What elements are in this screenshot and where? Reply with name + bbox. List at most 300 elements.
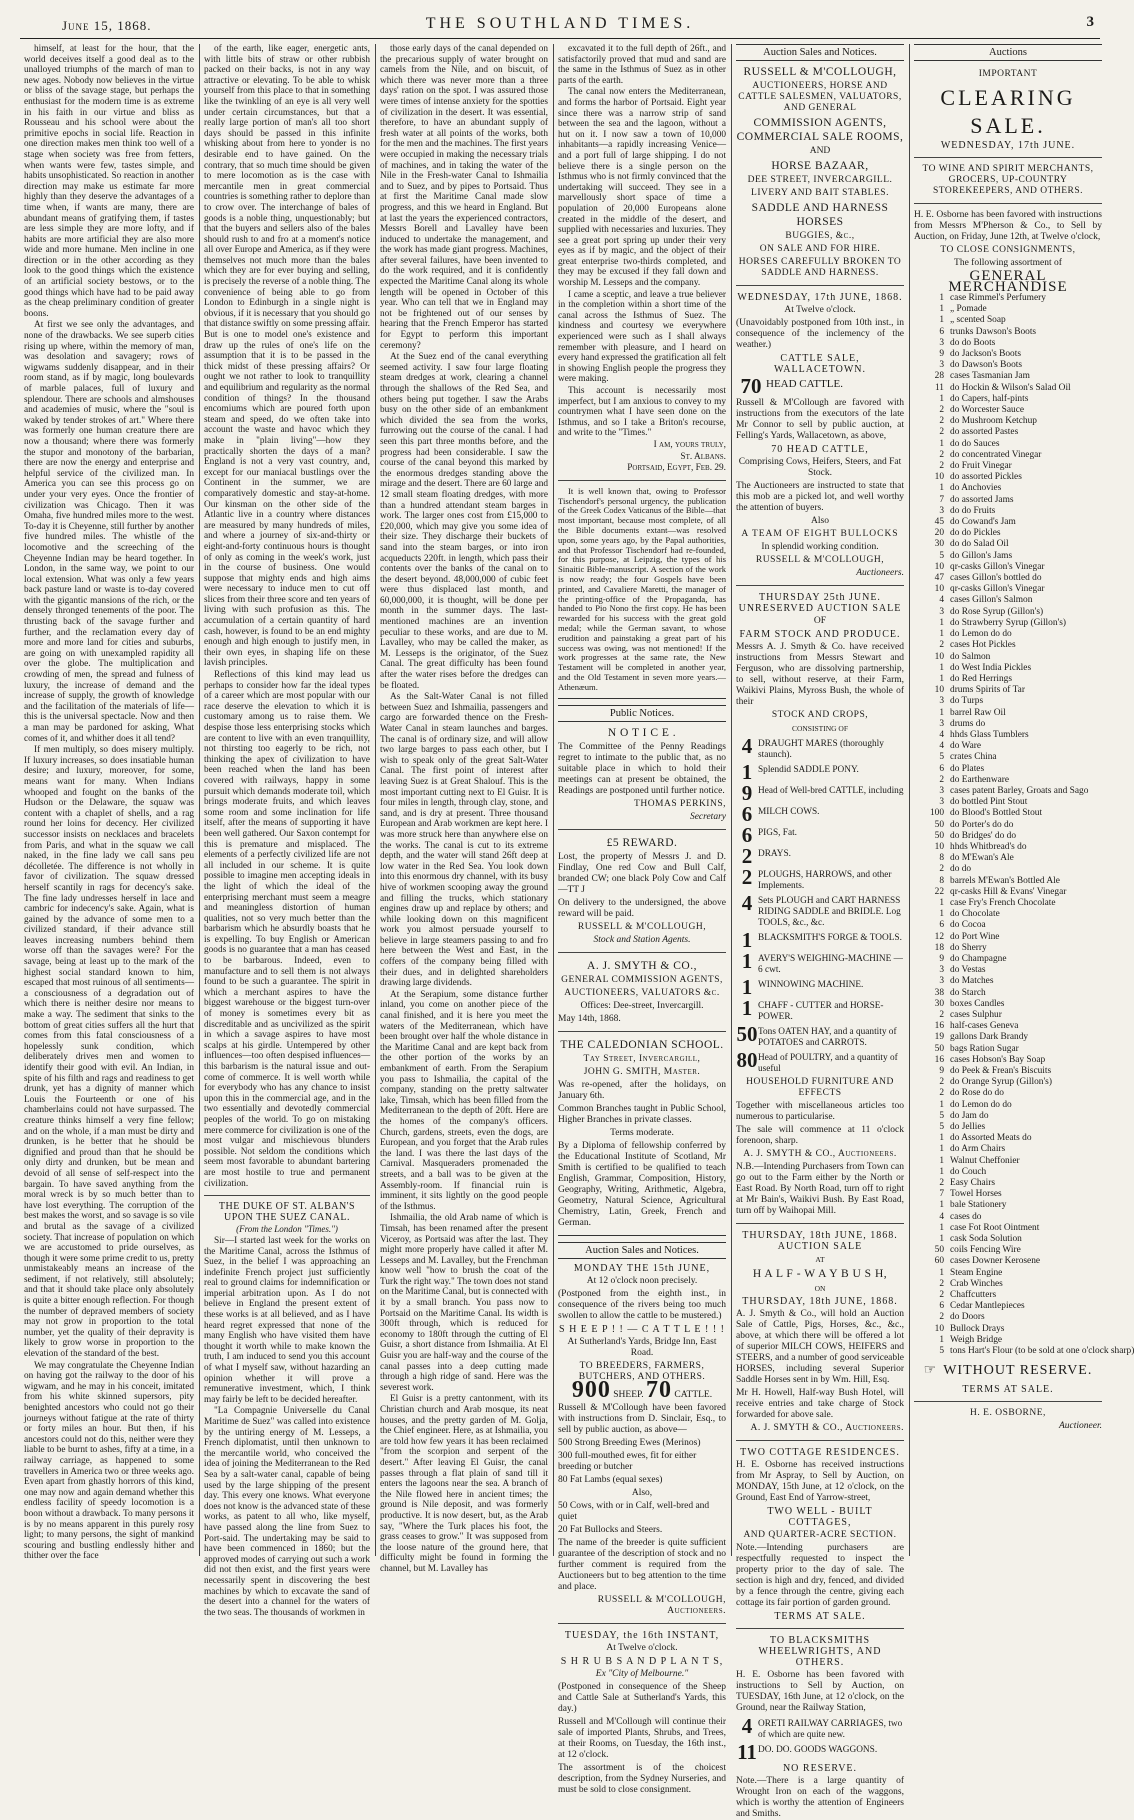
goods-description: bags Ration Sugar [950, 1043, 1019, 1054]
goods-item [914, 652, 1102, 663]
divider [736, 1440, 904, 1441]
goods-description: barrel Raw Oil [950, 707, 1006, 718]
goods-quantity: 3 [939, 337, 944, 348]
goods-description: gallons Dark Brandy [950, 1032, 1029, 1043]
sale-terms: NO RESERVE. [782, 1763, 858, 1774]
goods-quantity: 3 [939, 696, 944, 707]
sale-time: At 12 o'clock noon precisely. [586, 1276, 698, 1287]
goods-description: do bottled Pint Stout [950, 797, 1028, 808]
sale-title: H A L F - W A Y B U S H, [752, 1268, 888, 1280]
goods-quantity: 11 [934, 382, 944, 393]
goods-item [914, 1268, 1102, 1279]
firm-name: RUSSELL & M'COLLOUGH, [743, 66, 897, 78]
goods-description: case Rimmel's Perfumery [950, 293, 1046, 303]
goods-quantity: 50 [934, 830, 944, 841]
goods-item [914, 461, 1102, 472]
sale-note: Note.—There is a large quantity of Wrought Iron on each of the waggons, which is worthy the attention of Engineers and Smiths. [736, 1776, 904, 1819]
article-paragraph: "La Compagnie Universelle du Canal Maritime de Suez" was called into existence by the untiring energy of M. Lesseps, a French diplomatist, until then unknown to the mercantile world, who conceived the idea of joining the Mediterranean to the Red Sea by a salt-water canal, capable of being used by the large shipping of the present day. This every one knows. What everyone does not know is the advanced state of these works, as patent to all who, like myself, have passed along the line from Suez to Port-said. The undertaking may be said to have been commenced in 1860; but the approved modes of carrying out such a work did not then exist, and the first years were necessarily spent in discovering the best machines by which to excavate the sand of the desert into a channel for the waters of the two seas. The thousands of workmen in [204, 1406, 371, 1618]
goods-description: do West India Pickles [950, 662, 1032, 673]
item-number: 6 [741, 802, 753, 826]
goods-item [914, 1111, 1102, 1122]
goods-description: do Strawberry Syrup (Gillon's) [950, 617, 1066, 628]
goods-description: do Cowand's Jam [950, 517, 1016, 528]
goods-description: drums do [950, 718, 986, 729]
school-text: Terms moderate. [610, 1128, 674, 1139]
goods-description: do Hockin & Wilson's Salad Oil [950, 382, 1071, 393]
goods-item [914, 528, 1102, 539]
item-number: 80 [736, 1048, 758, 1072]
divider [558, 1031, 726, 1032]
goods-description: do Capers, half-pints [950, 393, 1029, 404]
goods-description: do Ware [950, 741, 982, 752]
article-paragraph: Reflections of this kind may lead us perhaps to consider how far the ideal types of a career which are most popular with our race deserve the elevation to which it is customary among us to raise them. We despise those less enterprising stocks which are content to live with an even tranquillity, not thirsting too eagerly to be rich, not thinking the apex of civilization to have been reached when the land has been covered with railways, happy in some pursuit which demands moderate toil, which brings moderate fruits, and which leaves some room and some inclination for life itself, after the means of supporting it have been well gathered. Our Saxon contempt for this is premature and misplaced. The elements of a perfectly civilized life are not all included in our scheme. It is quite possible to imagine men accepting ideals in the light of which the ideal of the enterprising merchant must seem a meagre and meaningless distortion of human qualities, not so very much better than the barbarism which he absurdly boasts that he is expelling. To buy English or American goods is no guarantee that a man has ceased to be barbarous. Indeed, even to manufacture and to sell them is not always found to be such a guarantee. The spirit in which a merchant aspires to have the biggest warehouse or the biggest turn-over of money is sometimes every bit as discreditable and as uncivilized as the spirit in which a savage aspires to have most scalps at his girdle. Untempered by other influences—too often despised influences—this barbarism is the natural issue and out-come of commerce. It is well worth while for everybody who has any chance to insist upon this in the commercial age, and in the two essentially and devotedly commercial peoples of the world. To go on mistaking mere commerce for civilization is one of the most vulgar and mischievous blunders possible. Not seldom the conditions which seem most favorable to abundant bartering are most hostile to true and permanent civilization. [204, 670, 370, 1189]
goods-description: do Peek & Frean's Biscuits [950, 1066, 1052, 1077]
goods-quantity: 6 [939, 920, 944, 931]
goods-quantity: 1 [939, 315, 944, 326]
goods-item [914, 943, 1102, 954]
sale-text: Also [811, 516, 829, 526]
sale-title: UNRESERVED AUCTION SALE [738, 603, 902, 614]
sale-item [736, 951, 904, 976]
goods-description: do do Boots [950, 337, 996, 348]
goods-item [914, 831, 1102, 842]
goods-description: do Chocolate [950, 909, 1000, 920]
item-text: AVERY'S WEIGHING-MACHINE —6 cwt. [758, 954, 903, 975]
goods-quantity: 4 [939, 1211, 944, 1222]
goods-item [914, 685, 1102, 696]
goods-quantity: 45 [934, 517, 944, 528]
goods-item [914, 472, 1102, 483]
goods-item [914, 629, 1102, 640]
goods-description: do Sherry [950, 942, 987, 953]
goods-item [914, 1346, 1134, 1357]
ad-title: CLEARING SALE. [940, 85, 1076, 138]
goods-item [914, 898, 1102, 909]
goods-item [914, 1167, 1102, 1178]
divider [558, 1235, 726, 1236]
article-paragraph: Sir—I started last week for the works on the Maritime Canal, across the Isthmus of Suez, in the belief I was approaching an indefinite French project just sufficiently real to ground claims for indemnification or imperial arbitration upon. As I do not believe in England the present extent of these works is at all believed, and as I have heard regret expressed that none of the many English who have visited them have thought it worth while to make known the truth, I am induced to send you this account of what I myself saw, without hazarding an opinion whether it will prove a remunerative investment, which, I think may fairly be left to be decided hereafter. [204, 1235, 370, 1405]
goods-description: do do Sauces [950, 438, 1000, 449]
notice-text: The Committee of the Penny Readings regret to intimate to the public that, as no suitable place in which to hold their meetings can at present be obtained, the Readings are postponed until further notice. [558, 742, 726, 797]
goods-item [914, 416, 1102, 427]
goods-description: Weigh Bridge [950, 1334, 1003, 1345]
goods-item [914, 999, 1102, 1010]
goods-item [914, 1212, 1102, 1223]
sale-signature-title: Auctioneers. [856, 568, 904, 578]
goods-description: do Earthenware [950, 774, 1010, 785]
goods-description: trunks Dawson's Boots [950, 326, 1037, 337]
goods-item [914, 876, 1102, 887]
sale-item: 500 Strong Breeding Ewes (Merinos) [558, 1438, 701, 1449]
school-text: By a Diploma of fellowship conferred by the Educational Institute of Scotland, Mr Smith is certified to be qualified to teach English, Grammar, Composition, History, Geography, Writing, Arithmetic, Algebra, Geometry, Natural Science, Agricultural Chemistry, Latin, Greek, French and German. [558, 1141, 726, 1229]
sale-signature: RUSSELL & M'COLLOUGH, [755, 555, 885, 565]
goods-quantity: 10 [934, 651, 944, 662]
goods-quantity: 2 [939, 640, 944, 651]
goods-quantity: 4 [939, 595, 944, 606]
goods-quantity: 10 [934, 841, 944, 852]
goods-description: do Rose Syrup (Gillon's) [950, 606, 1044, 617]
notice-signature-title: Secretary [689, 812, 726, 823]
goods-description: cases Tasmanian Jam [950, 371, 1030, 382]
goods-quantity: 1 [939, 438, 944, 449]
sale-text: STOCK AND CROPS, [771, 710, 869, 720]
goods-quantity: 7 [939, 494, 944, 505]
goods-quantity: 9 [939, 1066, 944, 1077]
goods-quantity: 19 [934, 1032, 944, 1043]
goods-quantity: 1 [939, 293, 944, 303]
goods-item [914, 696, 1102, 707]
item-text: PLOUGHS, HARROWS, and other Implements. [758, 870, 892, 891]
firm-line: COMMERCIAL SALE ROOMS, [736, 131, 904, 143]
goods-item [914, 551, 1102, 562]
goods-item [914, 573, 1102, 584]
article-paragraph: This account is necessarily most imperfect, but I am anxious to convey to my countrymen what I have seen done on the Isthmus, and so I take a Briton's recourse, and write to the "Times." [558, 386, 726, 439]
goods-item [914, 1279, 1102, 1290]
goods-description: do Turps [950, 696, 984, 707]
sale-ship: Ex "City of Melbourne." [595, 1669, 689, 1680]
goods-quantity: 47 [934, 573, 944, 584]
goods-item [914, 988, 1102, 999]
goods-item [914, 1044, 1102, 1055]
ad-signature-title: Auctioneer. [1058, 1421, 1102, 1432]
sale-item: 300 full-mouthed ewes, fit for either breeding or butcher [558, 1451, 697, 1473]
goods-item [914, 1021, 1102, 1032]
goods-description: bale Stationery [950, 1200, 1007, 1211]
goods-item [914, 909, 1102, 920]
ad-signature: H. E. OSBORNE, [970, 1408, 1046, 1419]
goods-item [914, 1223, 1102, 1234]
sale-date: THURSDAY 25th JUNE. [759, 592, 881, 603]
sale-item [736, 893, 904, 929]
sale-text: HOUSEHOLD FURNITURE AND EFFECTS [746, 1077, 894, 1098]
sale-audience: TO BREEDERS, FARMERS, BUTCHERS, AND OTHERS. [578, 1361, 706, 1383]
goods-quantity: 6 [939, 326, 944, 337]
goods-item [914, 1133, 1102, 1144]
goods-description: qr-casks Hill & Evans' Vinegar [950, 886, 1067, 897]
goods-description: cases do [950, 1211, 982, 1222]
ad-text: TO CLOSE CONSIGNMENTS, [940, 245, 1076, 255]
sale-text: AND QUARTER-ACRE SECTION. [743, 1530, 897, 1540]
goods-description: coils Fencing Wire [950, 1245, 1021, 1256]
article-paragraph: It is well known that, owing to Professor Tischendorf's personal urgency, the publication of the Greek Codex Vaticanus of the Bible—that most important, because most complete, of all the Bible documents extant—was resolved upon, some years ago, by the Papal authorities, and that Professor Tischendorf had re-founded, for this purpose, at Leipzig, the types of his Sinaitic Bible-manuscript. A section of the work is now ready; the four Gospels have been printed, and Cavaliere Maretti, the manager of the printing-office of the Propaganda, has handed to Pio Nono the first copy. He has been rewarded for his success with the great gold medal; while the German savant, to whose erudition and painstaking a great part of his success was owing, was not mentioned! If the work progresses at the same rate, the New Testament will be completed in another year, and the Old Testament in seven more years.—Athenæum. [558, 485, 726, 692]
goods-quantity: 2 [939, 1312, 944, 1323]
goods-quantity: 2 [939, 1290, 944, 1301]
goods-quantity: 20 [934, 528, 944, 539]
goods-item [914, 1245, 1102, 1256]
goods-quantity: 2 [939, 1088, 944, 1099]
goods-description: half-cases Geneva [950, 1021, 1019, 1032]
goods-quantity: 3 [939, 606, 944, 617]
divider [558, 829, 726, 830]
divider [736, 1223, 904, 1224]
goods-description: „ scented Soap [950, 315, 1006, 326]
goods-item [914, 584, 1102, 595]
goods-description: do assorted Jams [950, 494, 1014, 505]
goods-description: do Mushroom Ketchup [950, 416, 1037, 427]
goods-item [914, 562, 1102, 573]
sale-item [736, 867, 904, 892]
goods-quantity: 3 [939, 965, 944, 976]
goods-description: do Jam do [950, 1110, 989, 1121]
sale-text: A. J. Smyth & Co., will hold an Auction Sale of Cattle, Pigs, Horses, &c., &c., above, at which there will be offered a lot of superior MILCH COWS, HEIFERS and STEERS, and a number of good serviceable HORSES, including several Superior Saddle Horses sent in by Wm. Hill, Esq. [736, 1309, 904, 1385]
sale-title: CATTLE SALE, WALLACETOWN. [773, 353, 867, 375]
goods-description: do Jackson's Boots [950, 349, 1021, 360]
goods-quantity: 1 [939, 1166, 944, 1177]
article-paragraph: At first we see only the advantages, and none of the drawbacks. We see superb cities rising up where, within the memory of man, was desolation and savagery; rows of wigwams suddenly disappear, and in their room stand, as if by magic, long boulevards of marble palaces, full of luxury and splendour. There are schools and almshouses and academies of music, where the "soul is waked by tender strokes of art." Where there was formerly one human creature there are now a thousand; where there was formerly the stupor and monotony of the barbarian, there are now the energy and enterprise and helpful service of the civilized man. In America you can see this process go on under your very eyes. Once the frontier of civilization was Chicago. Then it was Omaha, five hundred miles more to the west. To-day it is Cheyenne, still further by another five hundred miles. The whistle of the locomotive and the screeching of the Cheyenne Indian may be heard together. In London, in the same way, we point to our local extension. What was only a few years back pasture land or waste is to-day covered with the gigantic mansions of the rich, or the densely thronged tenements of the poor. The thrusting back of the savage further and further, and the reclamation every day of more and more land for cities and suburbs, are going on with unexampled rapidity all over the globe. The multiplication and crowding of men, the spread and fulness of luxury, the increase of demand and the increase of supply, the growth of knowledge and the facilitation of the materials of life—this is the universal spectacle. Now and then a man may be pardoned for asking, What comes of it, and whither does it all tend? [24, 320, 194, 744]
sale-text: ON [814, 1284, 826, 1293]
goods-quantity: 1 [939, 617, 944, 628]
goods-quantity: 1 [939, 629, 944, 640]
goods-quantity: 50 [934, 819, 944, 830]
ad-subtitle: GENERAL MERCHANDISE [948, 268, 1068, 295]
goods-item [914, 797, 1102, 808]
goods-item [914, 965, 1102, 976]
article-paragraph: I came a sceptic, and leave a true believer in the completion within a short time of the canal across the Isthmus of Suez. The kindness and courtesy we everywhere experienced were such as I shall always remember with pleasure, and I heard on every hand expressed the gratification all felt in showing English people the progress they were making. [558, 289, 726, 385]
sale-title: FARM STOCK AND PRODUCE. [739, 629, 901, 640]
goods-item [914, 976, 1102, 987]
goods-item [914, 1189, 1102, 1200]
divider [914, 1401, 1102, 1402]
cattle-label: CATTLE. [674, 1390, 713, 1401]
sale-item [736, 846, 904, 866]
pointing-hand-icon: ☞ [923, 1363, 938, 1379]
sale-title: AUCTION SALE [777, 1241, 863, 1252]
goods-item [914, 752, 1102, 763]
goods-item [914, 349, 1102, 360]
sale-text: Russell & M'Collough have been favored with instructions from D. Sinclair, Esq., to sell by public auction, as above— [558, 1403, 726, 1436]
goods-description: do Red Herrings [950, 673, 1012, 684]
goods-item [914, 1088, 1102, 1099]
goods-quantity: 1 [939, 673, 944, 684]
goods-quantity: 1 [939, 1099, 944, 1110]
issue-date: June 15, 1868. [62, 18, 152, 33]
goods-item [914, 595, 1102, 606]
sale-note: (Postponed in consequence of the Sheep and Cattle Sale at Sutherland's Yards, this day.) [558, 1682, 726, 1715]
goods-description: do do [950, 864, 972, 875]
item-text: MILCH COWS. [758, 807, 820, 817]
school-text: Was re-opened, after the holidays, on January 6th. [558, 1080, 726, 1102]
goods-quantity: 2 [939, 1077, 944, 1088]
sale-title: TWO WELL - BUILT COTTAGES, [767, 1506, 873, 1528]
sale-title: 70 HEAD CATTLE, [771, 444, 869, 455]
goods-item [914, 887, 1102, 898]
sale-title: S H E E P ! ! — C A T T L E ! ! ! [559, 1324, 725, 1336]
goods-item [914, 708, 1102, 719]
sale-item [736, 1024, 904, 1049]
sale-date: WEDNESDAY, 17th JUNE. [940, 140, 1076, 151]
goods-description: hhds Glass Tumblers [950, 729, 1029, 740]
goods-item [914, 1122, 1102, 1133]
goods-item [914, 1156, 1102, 1167]
goods-description: do Starch [950, 987, 986, 998]
firm-address: DEE STREET, INVERCARGILL. [747, 175, 893, 185]
goods-item [914, 1010, 1102, 1021]
goods-item [914, 719, 1102, 730]
newspaper-title: THE SOUTHLAND TIMES. [425, 15, 695, 32]
goods-description: Easy Chairs [950, 1178, 996, 1189]
article-paragraph: As the Salt-Water Canal is not filled between Suez and Ishmailia, passengers and cargo are forwarded thence on the Fresh-Water Canal in steam launches and barges. The canal is of ordinary size, and will allow two large barges to pass each other, but I wish to speak only of the great Salt-Water Canal. The first point of interest after leaving Suez is at Great Shalouf. This is the most important cutting next to El Guisr. It is four miles in length, through clay, stone, and sand, and is dry at present. Three thousand European and Arab workmen are kept here. I was more struck here than anywhere else on the works. The canal is cut to its extreme depth, and the water will stand 26ft deep at low water in the Red Sea. You look down into this enormous dry channel, with its busy hive of workmen scooping away the ground and filling the trucks, which stationary engines draw up and replace by others; and while looking down on this magnificent work you almost persuade yourself to believe in large steamers passing to and fro here between the West and East, in the coffers of the company being filled with their dues, and in delighted shareholders drawing large dividends. [380, 692, 548, 989]
item-text: ORETI RAILWAY CARRIAGES, two of which are quite new. [758, 1719, 903, 1740]
article-heading: THE DUKE OF ST. ALBAN'S UPON THE SUEZ CANAL. [218, 1201, 356, 1223]
goods-quantity: 1 [939, 897, 944, 908]
goods-item [914, 383, 1102, 394]
goods-description: cases Gillon's Salmon [950, 595, 1033, 606]
smyth-name: A. J. SMYTH & CO., [587, 960, 697, 973]
firm-line: SADDLE AND HARNESS HORSES [751, 202, 889, 228]
goods-description: do Arm Chairs [950, 1144, 1006, 1155]
item-text: DRAUGHT MARES (thoroughly staunch). [758, 739, 884, 760]
goods-item [914, 954, 1102, 965]
goods-item [914, 640, 1102, 651]
goods-quantity: 1 [939, 707, 944, 718]
sale-text: Comprising Cows, Heifers, Steers, and Fat Stock. [738, 457, 902, 478]
goods-quantity: 10 [934, 1323, 944, 1334]
sale-note: N.B.—Intending Purchasers from Town can go out to the Farm either by the North or East Road. By North Road, turn off to right at Mr Bain's, Waikivi Bush. By East Road, turn off by Waihopai Mill. [736, 1162, 904, 1216]
divider [736, 585, 904, 586]
goods-description: Cedar Mantlepieces [950, 1301, 1025, 1312]
article-paragraph: himself, at least for the hour, that the world deceives itself a good deal as to the unalloyed triumphs of the march of man to new ages. Nobody now believes in the virtue or bliss of the savage stage, but perhaps the enthusiast for the modern time is as extreme in his faith in our virtue and bliss as Rousseau and his school were about the primitive epochs in social life. Reaction in one direction makes men think too well of a stage when society was free from fetters, when wants were few, tastes simple, and habits unsophisticated. So reaction in another direction may make us estimate far more highly than they deserve the advantages of a time when, if wants are many, there are abundant means of gratifying them, if tastes are less simple they are more lofty, and if habits are more artificial they are also more wide and more humane. Men incline in one direction or in the other according as they look to the good things which the existence of an artificial society bestows, or to the good things which have had to be paid away as the cheap preliminary condition of greater boons. [24, 44, 194, 319]
item-number: 9 [741, 781, 753, 805]
goods-description: do Worcester Sauce [950, 405, 1025, 416]
sale-text: The name of the breeder is quite sufficient guarantee of the description of stock and no further comment is required from the Auctioneers but to beg attention to the time and place. [558, 1538, 726, 1593]
goods-description: do Plates [950, 763, 985, 774]
goods-item [914, 1234, 1102, 1245]
school-text: Common Branches taught in Public School, Higher Branches in private classes. [558, 1104, 726, 1126]
goods-description: do Vestas [950, 965, 986, 976]
goods-item [914, 315, 1102, 326]
column-5 [736, 44, 904, 1819]
goods-quantity: 9 [939, 349, 944, 360]
goods-quantity: 10 [934, 472, 944, 483]
goods-item [914, 1144, 1102, 1155]
column-rule [375, 44, 376, 1556]
item-number: 11 [737, 1740, 757, 1764]
item-text: DRAYS. [758, 849, 791, 859]
goods-quantity: 100 [929, 808, 944, 819]
article-paragraph: If men multiply, so does misery multiply. If luxury increases, so does insatiable human desire; and luxury, moreover, for some, means want for many. When Indians whooped and fought on the banks of the Hudson or the Delaware, the squaw was content with a chaplet of shells, and a rag round her loins for decency. Her civilized successor insists on necklaces and bracelets from Paris, and what in the squaw we call naked, in the fine lady we call sans peu décolletée. The difference is not wholly in favor of civilization. The squaw dressed herself scantily in rags for decency's sake. The fine lady undresses herself in lace and cambric for indecency's sake. Again, what is gained by the advance of some men to a civilized standard, if their advance still leaves increasing numbers behind them worse off than the savages were? For the savage, being at least up to the mark of the highest social standard known to him, escaped that most ruinous of all sentiments—a consciousness of a degradation out of which there is neither desire nor means to make a way. The sediment that sinks to the bottom of great cities suffers all the hurt that comes from this fatal consciousness of a hopelessly sunk condition, which deliberately drives men and women to identify their good with evil. An Indian, in spite of his filth and rags and readiness to get drunk, yet has a dignity of manner which Louis the Fourteenth or one of his chamberlains could not have surpassed. The creature thinks himself a very fine fellow; and on the whole, if a man must be dirty and drunken, is he better that he should be dignified and proud than that he should be only dirty and drunken, but be mean and devoid of all sense of self-respect into the bargain. To have saved anything from the moral wreck is by so much better than to have lost everything. The corruption of the best makes the worst, and so savage is so vile and brutal as the savage of a civilized society. That increase of population on which we are accustomed to pride ourselves, as though it were some prime credit to us, pretty unmistakeably means an increase of the sediment, if not relatively, still absolutely; and that it should take place only absolutely is quite a bitter enough reflection. For though the number of depraved members of society may not grow in proportion to the total number, yet the quality of their depravity is likely to grow worse in proportion to the elevation of the standard of the best. [24, 745, 194, 1360]
goods-item [914, 741, 1102, 752]
article-paragraph: those early days of the canal depended on the precarious supply of water brought on camels from the Nile, and on biscuit, of which there was never more than a three days' ration on the spot. I was assured those were times of intense anxiety for the spotties of civilization in the desert. It was essential, therefore, to have an abundant supply of fresh water at all points of the works, both for the men and the machines. The first years were occupied in making the necessary trials of machines, and in taking the water of the Nile in the Fresh-water Canal to Ishmailia and to Suez, and by pipes to Portsaid. Thus at first the Maritime Canal made slow progress, and this we heard in England. But at last the years the experienced contractors, Messrs Borell and Lavalley have been induced to undertake the management, and the work has made giant progress. Machines, after several failures, have been invented to do the work required, and it is confidently expected the Maritime Canal along its whole length will be opened in October of this year. Who can tell that we in England may not be frightened out of our senses by hearing that the French Emperor has started for Egypt to perform this important ceremony? [380, 44, 548, 351]
goods-quantity: 2 [939, 416, 944, 427]
section-heading: Auction Sales and Notices. [736, 44, 904, 61]
sale-text: Together with miscellaneous articles too numerous to particularise. [736, 1101, 904, 1122]
goods-quantity: 2 [939, 461, 944, 472]
goods-item [914, 786, 1102, 797]
article-paragraph: At the Suez end of the canal everything seemed activity. I saw four large floating steam dredges at work, clearing a channel through the shallows of the Red Sea, and others being put together. I saw the Arabs busy on the other side of an embankment which divided the sea from the works, furrowing out the course of the canal. I had seen this part three months before, and the progress had been considerable. I saw the course of the canal beyond this marked by the enormous dredges standing above the mirage and the desert. There are 60 large and 12 small steam floating dredges, with more than a hundred attendant steam barges in work. The larger ones cost from £15,000 to £20,000, which may give you some idea of their size. They discharge their buckets of sand into the steam barges, or into iron acqueducts 220ft. in length, which pass their contents over the banks of the canal on to the desert beyond. 48,000,000 of cubic feet were thus displaced last month, and 60,000,000, it is thought, will be done per month in the summer days. The last-mentioned machines are an invention peculiar to these works, and are due to M. Lavalley, who may be called the maker, as M. Lesseps is the originator, of the Suez Canal. The great difficulty has been found after the water rises before the dredges can be floated. [380, 352, 548, 691]
goods-item [914, 1032, 1102, 1043]
item-text: PIGS, Fat. [758, 828, 798, 838]
goods-quantity: 28 [934, 371, 944, 382]
item-text: Tons OATEN HAY, and a quantity of POTATOES and CARROTS. [758, 1027, 897, 1048]
goods-description: crates China [950, 752, 997, 763]
without-reserve-label: WITHOUT RESERVE. [943, 1363, 1093, 1379]
item-number: 70 [740, 374, 762, 398]
goods-description: do Bridges' do do [950, 830, 1017, 841]
goods-list [914, 293, 1134, 1357]
firm-line: AND [809, 146, 831, 156]
sale-item [736, 1742, 904, 1762]
ad-text: H. E. Osborne has been favored with instructions from Messrs M'Pherson & Co., to Sell by Auction, on Friday, June 12th, at Twelve o'clock, [914, 210, 1102, 242]
sale-date: TUESDAY, the 16th INSTANT, [564, 1630, 720, 1642]
divider [736, 1628, 904, 1629]
sale-date: THURSDAY, 18th JUNE, 1868. [742, 1296, 898, 1307]
article-paragraph: At the Serapium, some distance further inland, you come on another piece of the canal finished, and it is here you meet the waters of the Mediterranean, which have been brought over half the whole distance in the Maritime Canal and are kept back from the other portion of the works by an embankment of earth. From the Serapium you pass to Ishmailia, the capital of the company, standing on the pretty saltwater lake, Timsah, which has been filled from the Mediterranean to the depth of 20ft. Here are the homes of the company's officers. Church, gardens, streets, even the dogs, are European, and you forget that the Arab rules the land. I was there the last days of the Carnival. Masqueraders promenaded the streets, and a ball was to be given at the Assembly-room. If financial ruin is imminent, it sits lightly on the good people of the Isthmus. [380, 989, 548, 1212]
goods-item [914, 853, 1102, 864]
goods-item [914, 360, 1102, 371]
goods-quantity: 10 [934, 561, 944, 572]
sale-item: 50 Cows, with or in Calf, well-bred and quiet [558, 1501, 710, 1523]
stock-numbers [558, 1377, 726, 1404]
sale-item [736, 762, 904, 782]
divider [914, 203, 1102, 204]
goods-quantity: 1 [939, 1200, 944, 1211]
goods-item [914, 405, 1102, 416]
divider [736, 285, 904, 286]
goods-description: case Fry's French Chocolate [950, 897, 1056, 908]
goods-description: cases Hobson's Bay Soap [950, 1054, 1046, 1065]
column-6 [914, 44, 1134, 1556]
goods-item [914, 1100, 1102, 1111]
item-number: 1 [741, 928, 753, 952]
goods-description: do Couch [950, 1166, 987, 1177]
sale-item: 80 Fat Lambs (equal sexes) [558, 1475, 663, 1486]
section-heading: Auction Sales and Notices. [558, 1242, 726, 1259]
goods-description: do Champagne [950, 953, 1007, 964]
goods-description: cases Hot Pickles [950, 640, 1016, 651]
goods-quantity: 1 [939, 1222, 944, 1233]
goods-item [914, 775, 1102, 786]
goods-item [914, 327, 1102, 338]
item-number: 4 [741, 891, 753, 915]
goods-item [914, 730, 1102, 741]
sale-terms: TERMS AT SALE. [962, 1384, 1054, 1396]
clearing-sale-ad [914, 44, 1134, 1432]
goods-description: do Rose do do [950, 1088, 1004, 1099]
goods-description: do M'Ewan's Ale [950, 853, 1014, 864]
goods-quantity: 8 [939, 853, 944, 864]
goods-item [914, 495, 1102, 506]
russell-mcollough-ad [736, 44, 904, 1820]
goods-description: do concentrated Vinegar [950, 449, 1042, 460]
sale-place: At Sutherland's Yards, Bridge Inn, East Road. [567, 1337, 717, 1359]
sale-terms: TERMS AT SALE. [774, 1611, 866, 1622]
cattle-count: 70 [646, 1377, 672, 1404]
item-text: Sets PLOUGH and CART HARNESS RIDING SADDLE and BRIDLE. Log TOOLS, &c., &c. [758, 896, 901, 928]
goods-description: „ Pomade [950, 304, 987, 315]
goods-item [914, 842, 1102, 853]
divider [558, 480, 726, 481]
item-number: 1 [741, 949, 753, 973]
goods-item [914, 1178, 1102, 1189]
goods-quantity: 9 [939, 953, 944, 964]
item-text: HEAD CATTLE. [766, 378, 843, 390]
goods-description: Towel Horses [950, 1189, 1002, 1200]
goods-description: qr-casks Gillon's Vinegar [950, 584, 1045, 595]
goods-description: do do Pickles [950, 528, 1001, 539]
goods-quantity: 4 [939, 729, 944, 740]
goods-item [914, 539, 1102, 550]
goods-quantity: 3 [939, 505, 944, 516]
item-text: Splendid SADDLE PONY. [758, 765, 859, 775]
firm-line: HORSE BAZAAR, [771, 160, 869, 172]
sale-text: The sale will commence at 11 o'clock forenoon, sharp. [736, 1125, 904, 1146]
goods-quantity: 2 [939, 774, 944, 785]
item-number: 2 [741, 865, 753, 889]
goods-item [914, 1066, 1102, 1077]
goods-item [914, 427, 1102, 438]
goods-description: do do Salad Oil [950, 539, 1009, 550]
ad-audience: TO WINE AND SPIRIT MERCHANTS, GROCERS, UP-COUNTRY STOREKEEPERS, AND OTHERS. [922, 164, 1094, 196]
